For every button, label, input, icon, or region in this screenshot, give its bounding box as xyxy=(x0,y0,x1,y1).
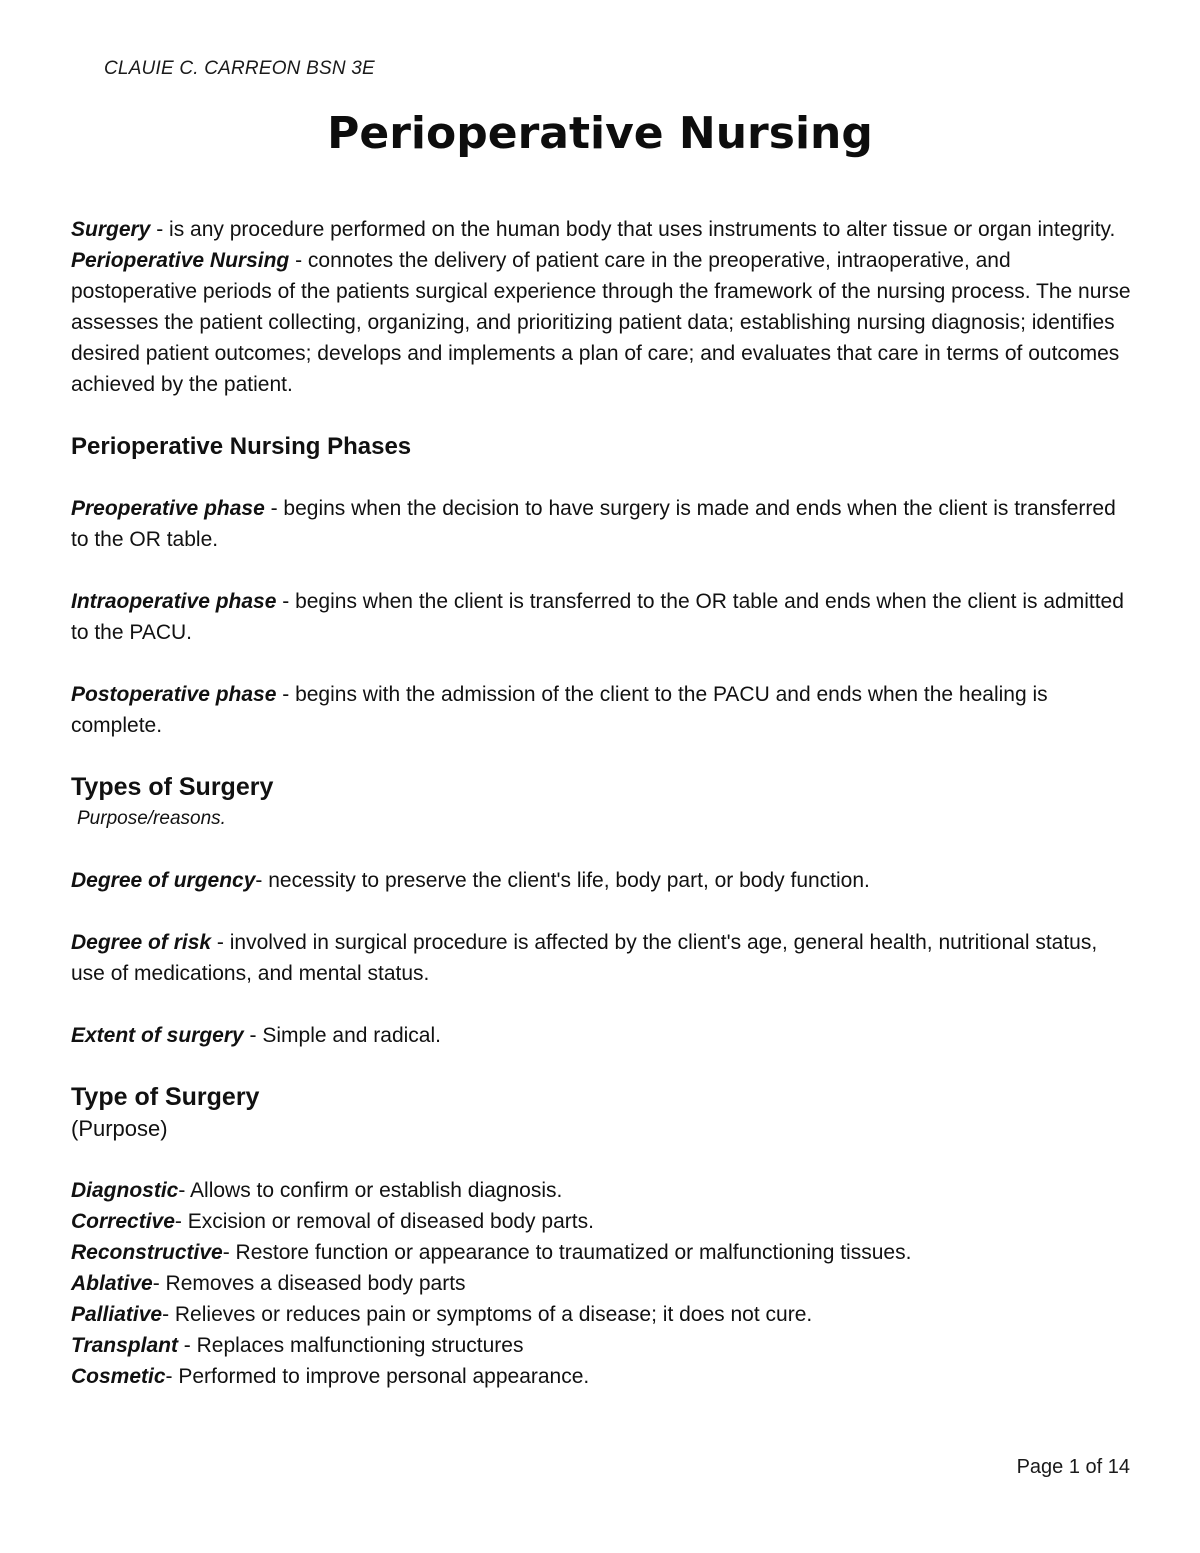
definition-text: - is any procedure performed on the human body that uses instruments to alter tissue or organ integrity. xyxy=(150,218,1116,241)
definition-text: - Allows to confirm or establish diagnosis. xyxy=(178,1179,563,1202)
term-label: Corrective xyxy=(71,1210,175,1233)
definition-text: - begins when the decision to have surgery is made and ends when the client is transferred to the OR table. xyxy=(71,497,1116,551)
section-subtitle: Purpose/reasons. xyxy=(77,808,226,829)
purpose-item xyxy=(71,1361,1133,1392)
definition-text: - necessity to preserve the client's life, body part, or body function. xyxy=(255,869,870,892)
definition-text: - Excision or removal of diseased body parts. xyxy=(174,1210,594,1233)
author-header: CLAUIE C. CARREON BSN 3E xyxy=(104,58,375,79)
definition-text: - involved in surgical procedure is affected by the client's age, general health, nutritional status, use of medications, and mental status. xyxy=(71,931,1098,985)
section-subtitle: (Purpose) xyxy=(71,1116,168,1141)
definition-surgery xyxy=(71,214,1133,245)
purpose-item xyxy=(71,1206,1133,1237)
section-heading-phases: Perioperative Nursing Phases xyxy=(71,433,412,460)
term-label: Reconstructive xyxy=(71,1241,223,1264)
term-label: Perioperative Nursing xyxy=(71,249,290,272)
definition-text: - Restore function or appearance to traumatized or malfunctioning tissues. xyxy=(222,1241,912,1264)
phase-item xyxy=(71,586,1133,648)
definition-text: - begins with the admission of the client to the PACU and ends when the healing is complete. xyxy=(71,683,1048,737)
term-label: Surgery xyxy=(71,218,151,241)
term-label: Degree of urgency xyxy=(71,869,256,892)
purpose-item xyxy=(71,1299,1133,1330)
term-label: Cosmetic xyxy=(71,1365,166,1388)
definition-text: - Removes a diseased body parts xyxy=(152,1272,466,1295)
definition-text: - Relieves or reduces pain or symptoms of a disease; it does not cure. xyxy=(162,1303,813,1326)
definition-text: - begins when the client is transferred to the OR table and ends when the client is admitted to the PACU. xyxy=(71,590,1124,644)
definition-text: - Performed to improve personal appearance. xyxy=(165,1365,590,1388)
section-heading-type-of-surgery: Type of Surgery xyxy=(71,1083,260,1111)
purpose-item xyxy=(71,1268,1133,1299)
term-label: Ablative xyxy=(71,1272,153,1295)
term-label: Preoperative phase xyxy=(71,497,265,520)
type-item xyxy=(71,927,1133,989)
purpose-item xyxy=(71,1175,1133,1206)
phase-item xyxy=(71,493,1133,555)
type-item xyxy=(71,1020,1133,1051)
purpose-item xyxy=(71,1330,1133,1361)
term-label: Diagnostic xyxy=(71,1179,179,1202)
phase-item xyxy=(71,679,1133,741)
definition-text: - Replaces malfunctioning structures xyxy=(177,1334,524,1357)
type-item xyxy=(71,865,1133,896)
section-heading-types-of-surgery: Types of Surgery xyxy=(71,773,274,801)
purpose-item xyxy=(71,1237,1133,1268)
term-label: Extent of surgery xyxy=(71,1024,244,1047)
definition-text: - Simple and radical. xyxy=(243,1024,441,1047)
page-number: Page 1 of 14 xyxy=(1016,1456,1130,1478)
term-label: Degree of risk xyxy=(71,931,212,954)
term-label: Intraoperative phase xyxy=(71,590,277,613)
page-title: Perioperative Nursing xyxy=(327,108,873,159)
term-label: Transplant xyxy=(71,1334,178,1357)
definition-text: - connotes the delivery of patient care in the preoperative, intraoperative, and postoperative periods of the patients surgical experience through the framework of the nursing process. The nurse assesses the patient collecting, organizing, and prioritizing patient data; establishing nursing diagnosis; identifies desired patient outcomes; develops and implements a plan of care; and evaluates that care in terms of outcomes achieved by the patient. xyxy=(71,249,1131,396)
document-body xyxy=(71,214,1133,1392)
definition-perioperative-nursing xyxy=(71,245,1133,400)
term-label: Postoperative phase xyxy=(71,683,277,706)
term-label: Palliative xyxy=(71,1303,163,1326)
